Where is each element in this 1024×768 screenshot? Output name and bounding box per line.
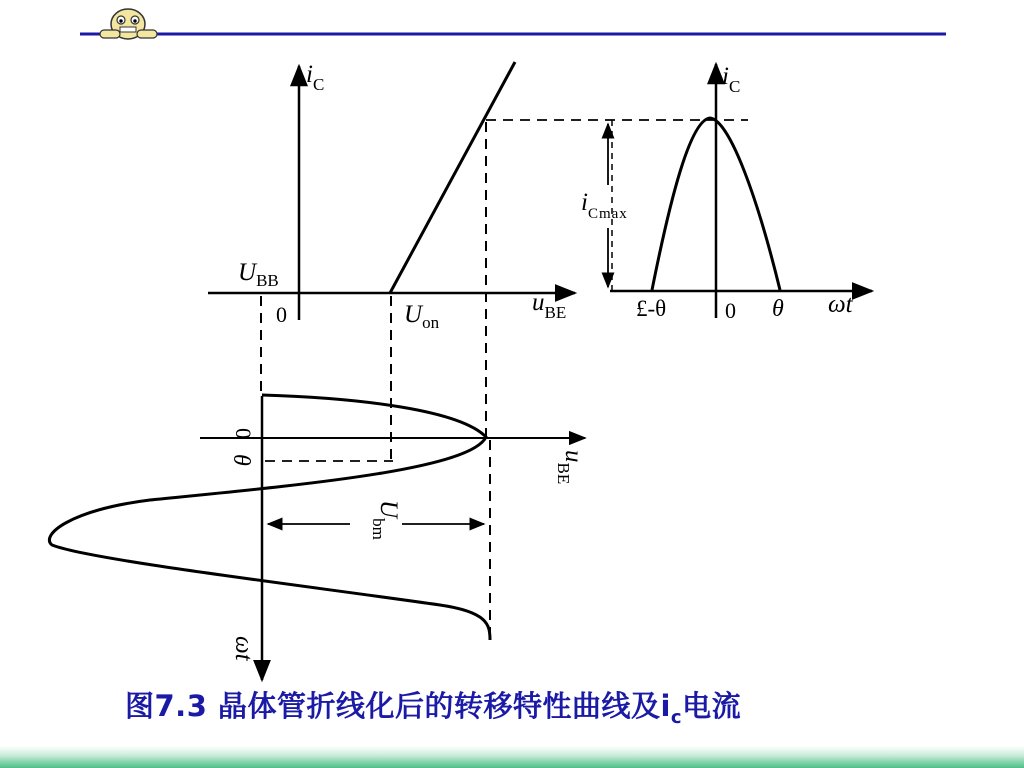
ubm-label: $U_{bm}$ xyxy=(369,500,402,540)
footer-gradient-band xyxy=(0,746,1024,768)
uon-label: $U_{on}$ xyxy=(404,301,440,332)
ic-axis-label-left: $i_C$ xyxy=(306,61,325,94)
bottom-input-waveform-plot xyxy=(49,395,585,680)
theta-label-bottom: θ xyxy=(228,454,254,466)
omega-t-label-bottom: ωt xyxy=(230,636,257,661)
ic-axis-label-right: $i_C$ xyxy=(722,63,741,96)
ube-axis-label-top: $u_{BE}$ xyxy=(532,289,567,322)
zero-label-bottom: 0 xyxy=(231,428,256,439)
figure-caption xyxy=(125,684,742,728)
upper-right-pulse-plot xyxy=(608,64,872,318)
ube-sine-wave xyxy=(49,395,490,640)
caption-subscript: c xyxy=(670,706,683,728)
origin-zero-left: 0 xyxy=(276,302,287,327)
origin-zero-right: 0 xyxy=(725,298,736,323)
icmax-label: $i_{Cmax}$ xyxy=(581,189,628,222)
caption-text: 图7.3 晶体管折线化后的转移特性曲线及i xyxy=(125,689,671,723)
transfer-characteristic-line xyxy=(390,62,515,293)
omega-t-label-right: ωt xyxy=(828,291,853,318)
ubb-label: $U_{BB}$ xyxy=(238,259,279,290)
neg-theta-label: £-θ xyxy=(636,296,667,321)
ube-axis-label-bottom: $u_{BE}$ xyxy=(554,450,587,485)
mascot-peeking-icon xyxy=(100,9,157,39)
upper-left-transfer-plot xyxy=(208,62,748,461)
caption-suffix: 电流 xyxy=(682,689,742,723)
theta-label-right: θ xyxy=(772,296,784,322)
